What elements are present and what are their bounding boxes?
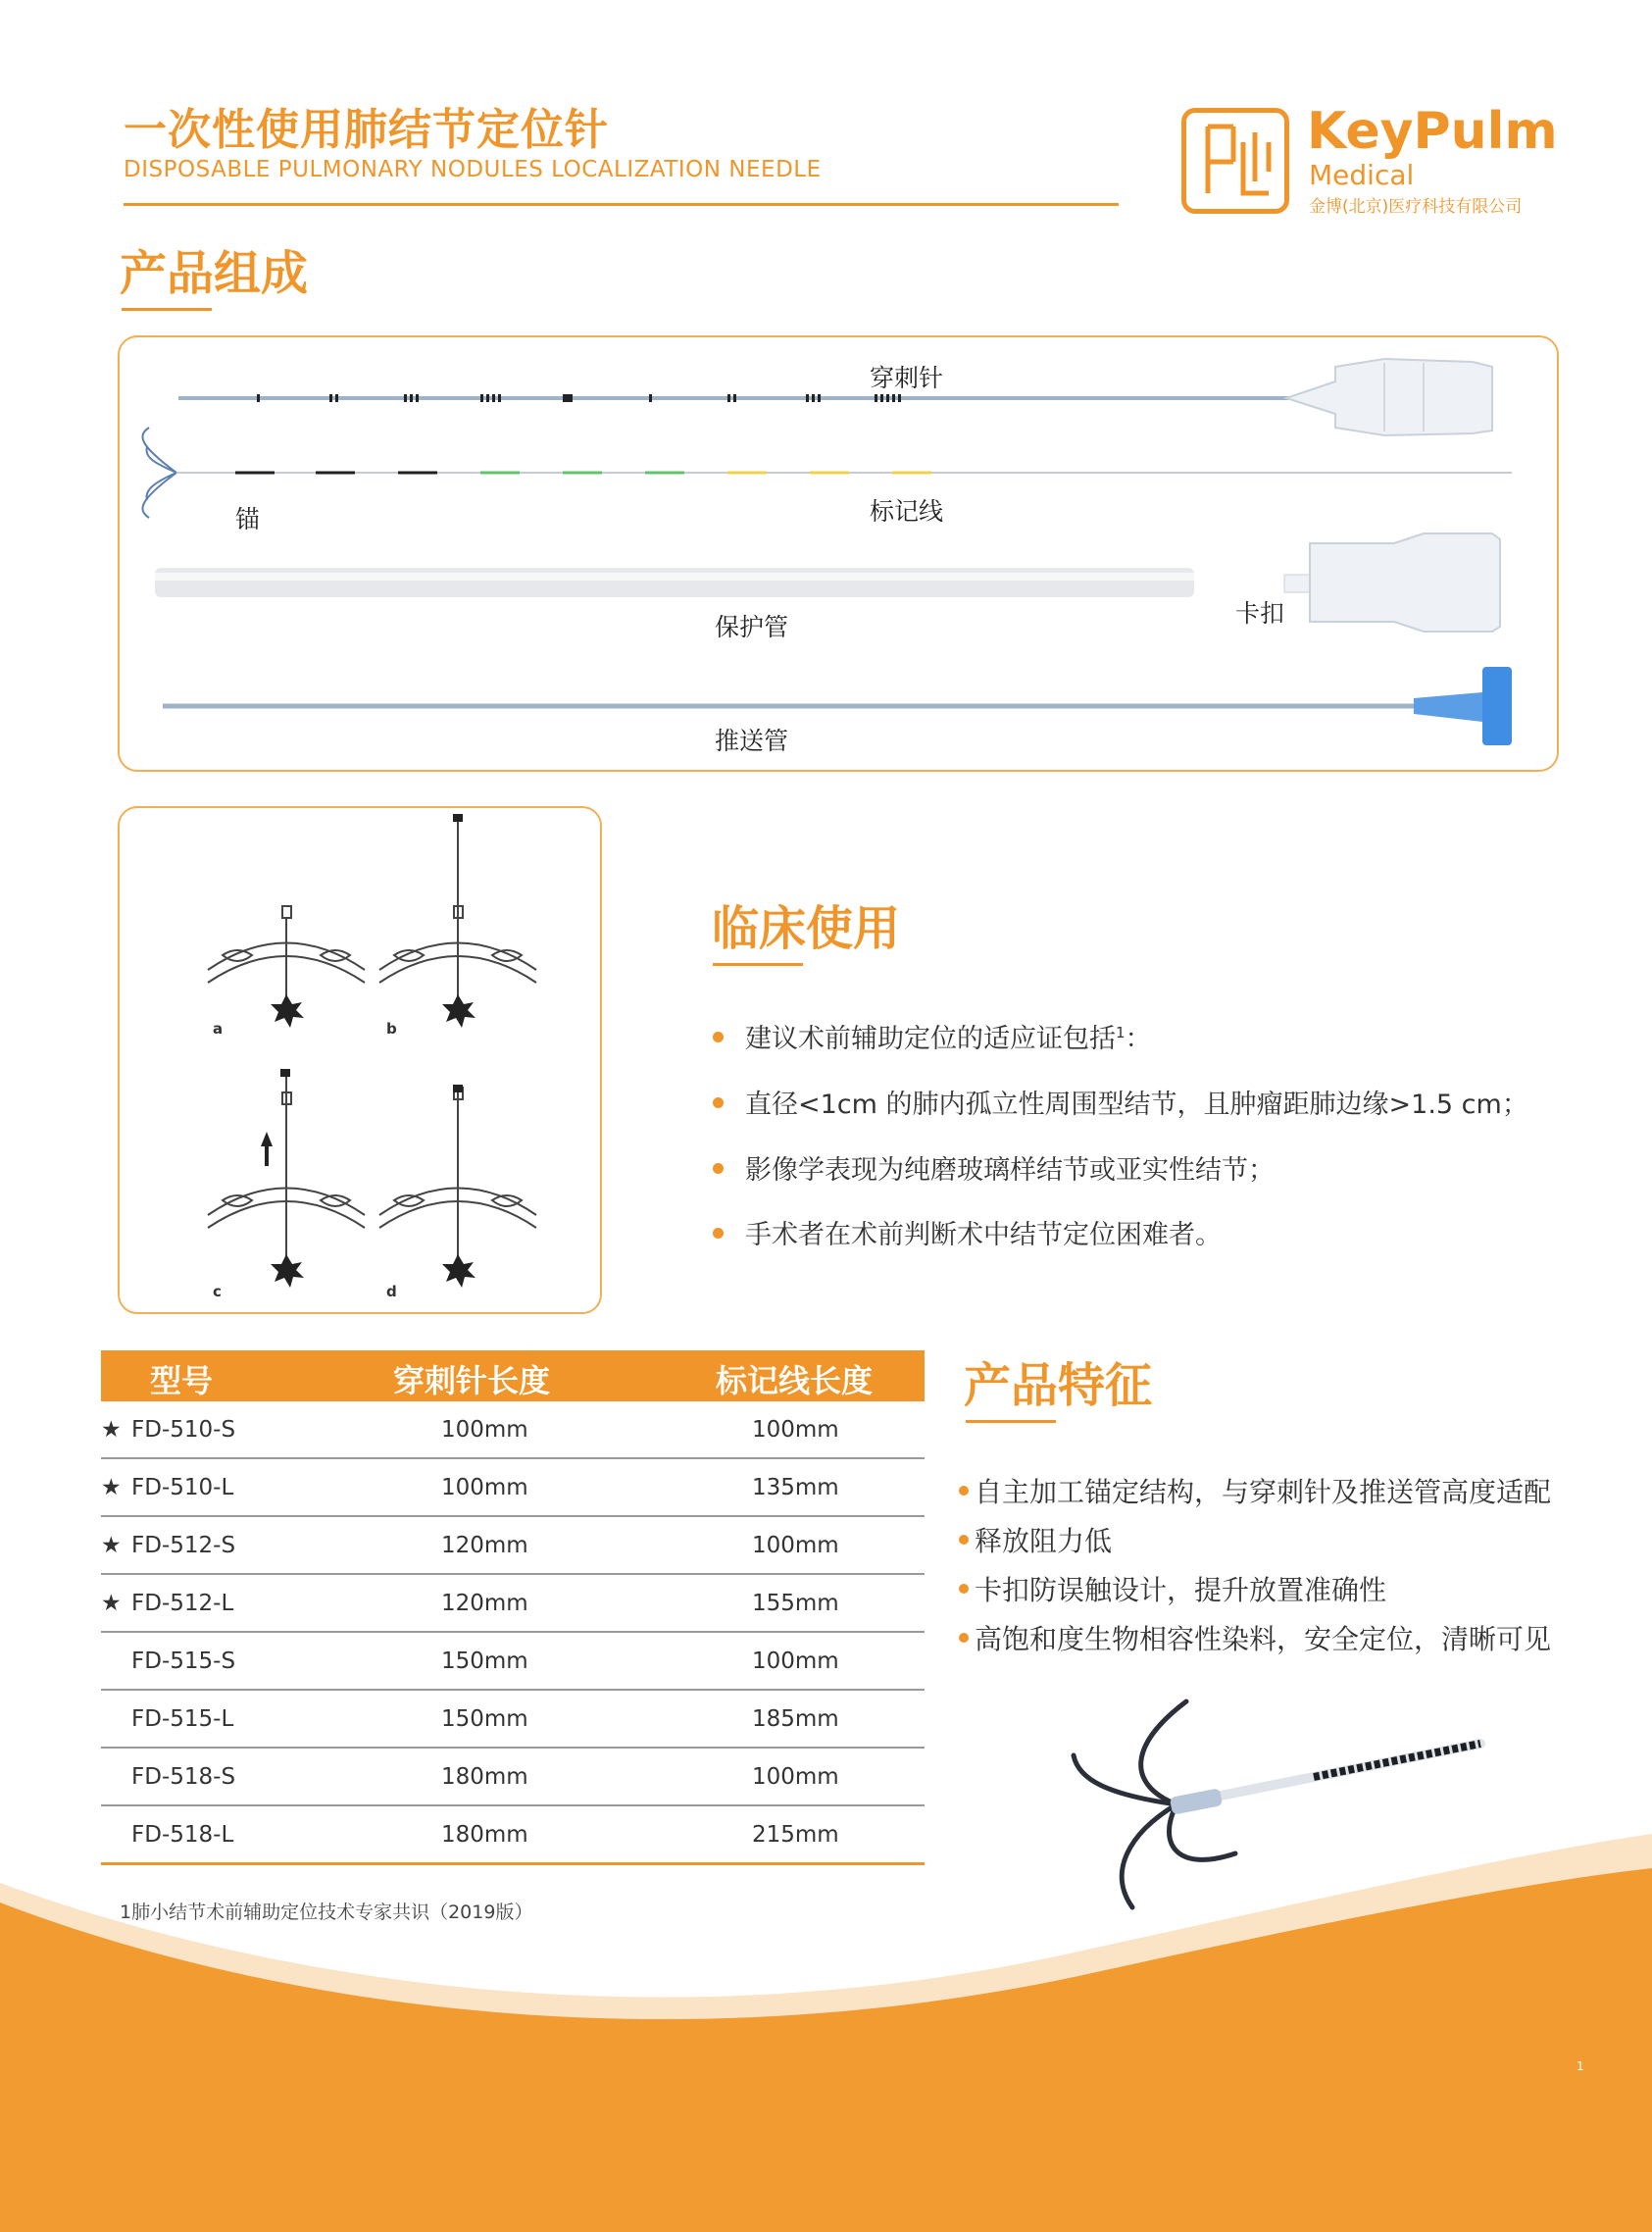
bullet-icon bbox=[959, 1486, 969, 1496]
bullet-icon bbox=[959, 1535, 969, 1545]
logo-company: 金博(北京)医疗科技有限公司 bbox=[1309, 197, 1523, 217]
anchor-label: 锚 bbox=[235, 505, 261, 533]
feature-item: 高饱和度生物相容性染料，安全定位，清晰可见 bbox=[959, 1618, 1551, 1657]
feature-item: 自主加工锚定结构，与穿刺针及推送管高度适配 bbox=[959, 1471, 1551, 1510]
page-subtitle: DISPOSABLE PULMONARY NODULES LOCALIZATION NEEDLE bbox=[124, 157, 822, 182]
features-title-rule bbox=[966, 1420, 1056, 1423]
feature-item: 释放阻力低 bbox=[959, 1520, 1112, 1559]
bullet-icon bbox=[713, 1228, 724, 1239]
spec-table bbox=[101, 1350, 925, 1865]
push-tube-label: 推送管 bbox=[715, 727, 789, 755]
star-icon: ★ bbox=[101, 1591, 122, 1616]
composition-title: 产品组成 bbox=[120, 246, 309, 301]
clinical-diagram-panel bbox=[118, 806, 602, 1314]
device-components-illustration bbox=[120, 337, 1557, 770]
logo-sub: Medical bbox=[1309, 159, 1415, 191]
table-row: FD-518-S 180mm 100mm bbox=[101, 1749, 925, 1806]
header-model: 型号 bbox=[150, 1362, 214, 1399]
bullet-icon bbox=[713, 1097, 724, 1108]
logo-mark bbox=[1181, 108, 1289, 214]
marker-line-label: 标记线 bbox=[870, 497, 944, 526]
clinical-item: 直径<1cm 的肺内孤立性周围型结节，且肿瘤距肺边缘>1.5 cm； bbox=[713, 1083, 1528, 1121]
clip-label: 卡扣 bbox=[1235, 599, 1285, 628]
table-row: FD-518-L 180mm 215mm bbox=[101, 1806, 925, 1865]
header-needle-length: 穿刺针长度 bbox=[393, 1362, 551, 1399]
panel-label-d: d bbox=[386, 1283, 397, 1300]
anchor-product-illustration bbox=[1069, 1687, 1500, 1912]
clinical-title-rule bbox=[713, 963, 803, 966]
logo-glyph-icon bbox=[1186, 113, 1284, 209]
footnote: 1肺小结节术前辅助定位技术专家共识（2019版） bbox=[120, 1902, 533, 1923]
needle-label: 穿刺针 bbox=[870, 364, 944, 392]
clinical-title: 临床使用 bbox=[712, 901, 901, 956]
bullet-icon bbox=[713, 1163, 724, 1174]
table-row: ★ FD-510-S 100mm 100mm bbox=[101, 1401, 925, 1459]
protect-tube-label: 保护管 bbox=[715, 613, 789, 641]
panel-label-b: b bbox=[386, 1020, 397, 1038]
bullet-icon bbox=[959, 1584, 969, 1594]
table-row: ★ FD-512-S 120mm 100mm bbox=[101, 1517, 925, 1575]
bullet-icon bbox=[713, 1032, 724, 1042]
page-number: 1 bbox=[1577, 2059, 1584, 2073]
features-title: 产品特征 bbox=[964, 1358, 1153, 1413]
localization-steps-diagram bbox=[120, 808, 600, 1312]
clinical-intro: 建议术前辅助定位的适应证包括$^1$： bbox=[713, 1017, 1152, 1055]
composition-panel bbox=[118, 335, 1559, 772]
logo-name: KeyPulm bbox=[1307, 102, 1558, 161]
star-icon: ★ bbox=[101, 1417, 122, 1443]
bullet-icon bbox=[959, 1633, 969, 1643]
clinical-item: 手术者在术前判断术中结节定位困难者。 bbox=[713, 1213, 1222, 1251]
title-divider bbox=[124, 203, 1119, 206]
page-title: 一次性使用肺结节定位针 bbox=[124, 105, 609, 155]
feature-item: 卡扣防误触设计，提升放置准确性 bbox=[959, 1569, 1386, 1608]
table-row: FD-515-S 150mm 100mm bbox=[101, 1633, 925, 1691]
header-marker-length: 标记线长度 bbox=[716, 1362, 874, 1399]
composition-title-rule bbox=[122, 308, 212, 311]
table-row: FD-515-L 150mm 185mm bbox=[101, 1691, 925, 1749]
clinical-item: 影像学表现为纯磨玻璃样结节或亚实性结节； bbox=[713, 1148, 1275, 1187]
table-row: ★ FD-512-L 120mm 155mm bbox=[101, 1575, 925, 1633]
panel-label-c: c bbox=[213, 1283, 222, 1300]
star-icon: ★ bbox=[101, 1475, 122, 1500]
table-row: ★ FD-510-L 100mm 135mm bbox=[101, 1459, 925, 1517]
star-icon: ★ bbox=[101, 1533, 122, 1558]
spec-table-header bbox=[101, 1350, 925, 1401]
panel-label-a: a bbox=[213, 1020, 224, 1038]
